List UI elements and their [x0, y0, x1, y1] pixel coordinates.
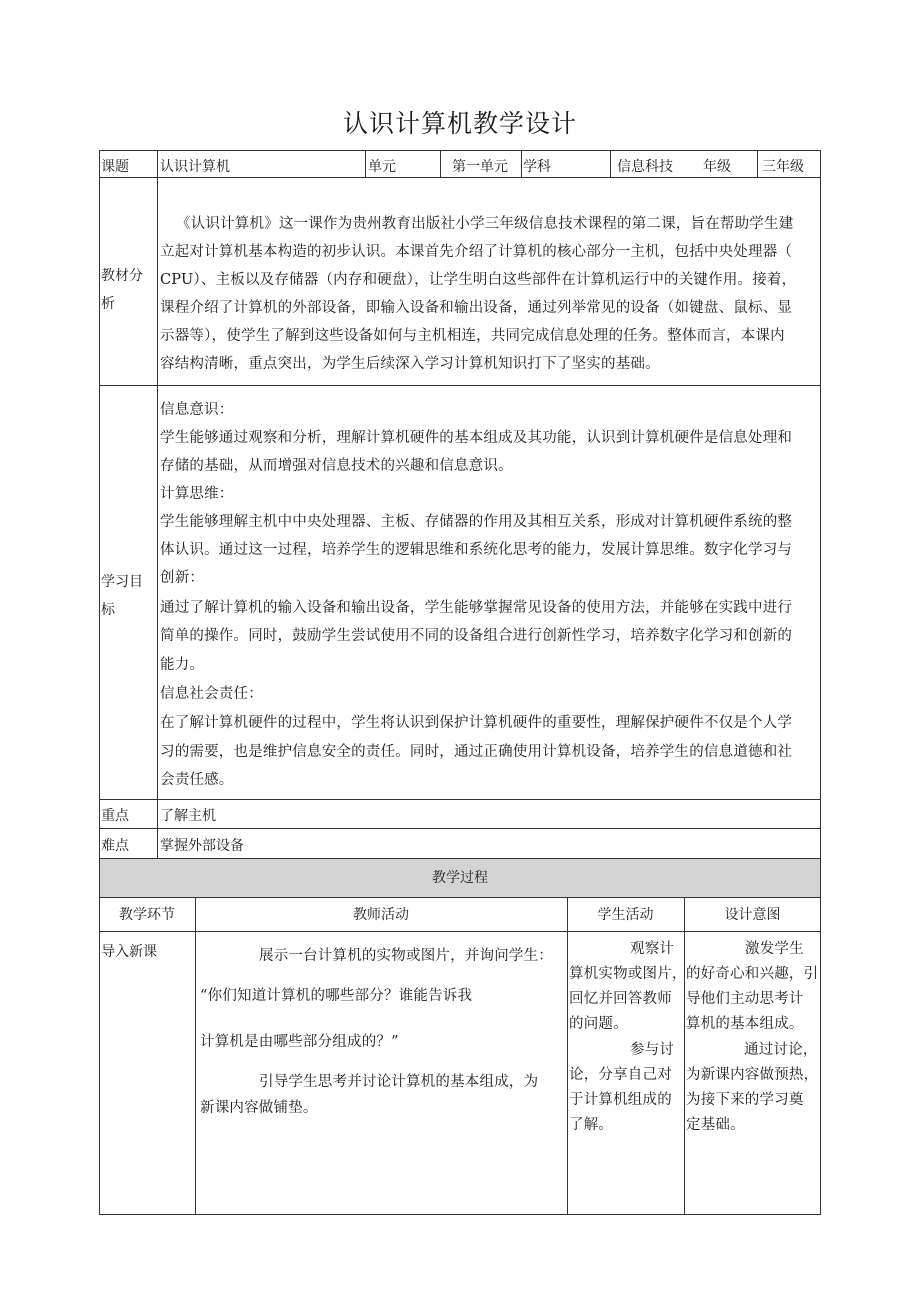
page-title: 认识计算机教学设计	[342, 109, 577, 138]
stage-cell: 导入新课	[101, 944, 157, 960]
analysis-line: 容结构清晰，重点突出，为学生后续深入学习计算机知识打下了坚实的基础。	[160, 356, 660, 372]
analysis-line: CPU）、主板以及存储器（内存和硬盘），让学生明白这些部件在计算机运行中的关键作用。接着，	[160, 272, 797, 288]
intent-line: 算机的基本组成。	[686, 1016, 804, 1032]
objective-line: 习的需要，也是维护信息安全的责任。同时，通过正确使用计算机设备，培养学生的信息道德和社	[160, 744, 793, 760]
unit-label: 单元	[368, 159, 396, 175]
objective-line: 创新：	[160, 570, 205, 586]
intent-line: 通过讨论，	[744, 1042, 818, 1058]
objective-line: 体认识。通过这一过程，培养学生的逻辑思维和系统化思考的能力，发展计算思维。数字化学习与	[160, 542, 793, 558]
key-point-label: 重点	[101, 808, 129, 824]
objectives-label: 学习目标	[101, 574, 143, 618]
teacher-line: 新课内容做铺垫。	[200, 1100, 318, 1116]
objective-line: 在了解计算机硬件的过程中，学生将认识到保护计算机硬件的重要性，理解保护硬件不仅是个人学	[160, 715, 793, 731]
difficulty-value: 掌握外部设备	[160, 838, 244, 854]
objective-line: 能力。	[160, 657, 205, 673]
teacher-line: 计算机是由哪些部分组成的？”	[200, 1034, 399, 1050]
student-line: 了解。	[569, 1117, 614, 1133]
teacher-line: “你们知道计算机的哪些部分？谁能告诉我	[200, 988, 473, 1004]
student-line: 于计算机组成的	[569, 1092, 672, 1108]
objective-line: 通过了解计算机的输入设备和输出设备，学生能够掌握常见设备的使用方法，并能够在实践中进行	[160, 600, 793, 616]
subject-label: 学科	[523, 159, 551, 175]
grade-value: 三年级	[762, 159, 804, 175]
objective-line: 学生能够理解主机中中央处理器、主板、存储器的作用及其相互关系，形成对计算机硬件系统的整	[160, 514, 793, 530]
col-header-teacher: 教师活动	[353, 907, 409, 923]
intent-line: 为新课内容做预热，	[686, 1067, 819, 1083]
course-label: 课题	[101, 159, 129, 175]
objective-line: 计算思维：	[160, 486, 234, 502]
intent-line: 导他们主动思考计	[686, 991, 804, 1007]
objective-line: 信息意识：	[160, 402, 234, 418]
objective-line: 存储的基础，从而增强对信息技术的兴趣和信息意识。	[160, 458, 513, 474]
col-header-stage: 教学环节	[119, 907, 175, 923]
objective-line: 信息社会责任：	[160, 686, 263, 702]
course-value: 认识计算机	[160, 159, 230, 175]
col-header-intent: 设计意图	[724, 907, 781, 923]
student-line: 回忆并回答教师	[569, 991, 672, 1007]
analysis-label: 教材分析	[101, 268, 143, 312]
student-line: 算机实物或图片，	[569, 966, 687, 982]
grade-label: 年级	[703, 159, 731, 175]
col-header-student: 学生活动	[597, 907, 654, 923]
intent-line: 定基础。	[686, 1117, 745, 1133]
intent-line: 的好奇心和兴趣，引	[686, 966, 819, 982]
student-line: 参与讨	[630, 1042, 675, 1058]
process-title: 教学过程	[432, 870, 488, 886]
key-point-value: 了解主机	[160, 808, 216, 824]
analysis-line: 示器等），使学生了解到这些设备如何与主机相连，共同完成信息处理的任务。整体而言，本课内	[160, 328, 785, 344]
objective-line: 学生能够通过观察和分析，理解计算机硬件的基本组成及其功能，认识到计算机硬件是信息处理和	[160, 430, 793, 446]
student-line: 论，分享自己对	[569, 1067, 672, 1083]
objective-line: 会责任感。	[160, 772, 234, 788]
objective-line: 简单的操作。同时，鼓励学生尝试使用不同的设备组合进行创新性学习，培养数字化学习和创新的	[160, 628, 793, 644]
analysis-line: 《认识计算机》这一课作为贵州教育出版社小学三年级信息技术课程的第二课，旨在帮助学生建	[176, 216, 794, 232]
teacher-line: 引导学生思考并讨论计算机的基本组成，为	[259, 1074, 539, 1090]
intent-line: 为接下来的学习奠	[686, 1092, 804, 1108]
difficulty-label: 难点	[101, 838, 129, 854]
student-line: 的问题。	[569, 1016, 628, 1032]
analysis-line: 课程介绍了计算机的外部设备，即输入设备和输出设备，通过列举常见的设备（如键盘、鼠标、显	[160, 300, 793, 316]
subject-value: 信息科技	[617, 159, 673, 175]
teacher-line: 展示一台计算机的实物或图片，并询问学生：	[259, 948, 553, 964]
analysis-line: 立起对计算机基本构造的初步认识。本课首先介绍了计算机的核心部分一主机，包括中央处理器（	[160, 244, 793, 260]
student-line: 观察计	[630, 941, 675, 957]
intent-line: 激发学生	[745, 941, 804, 957]
unit-value: 第一单元	[452, 159, 508, 175]
